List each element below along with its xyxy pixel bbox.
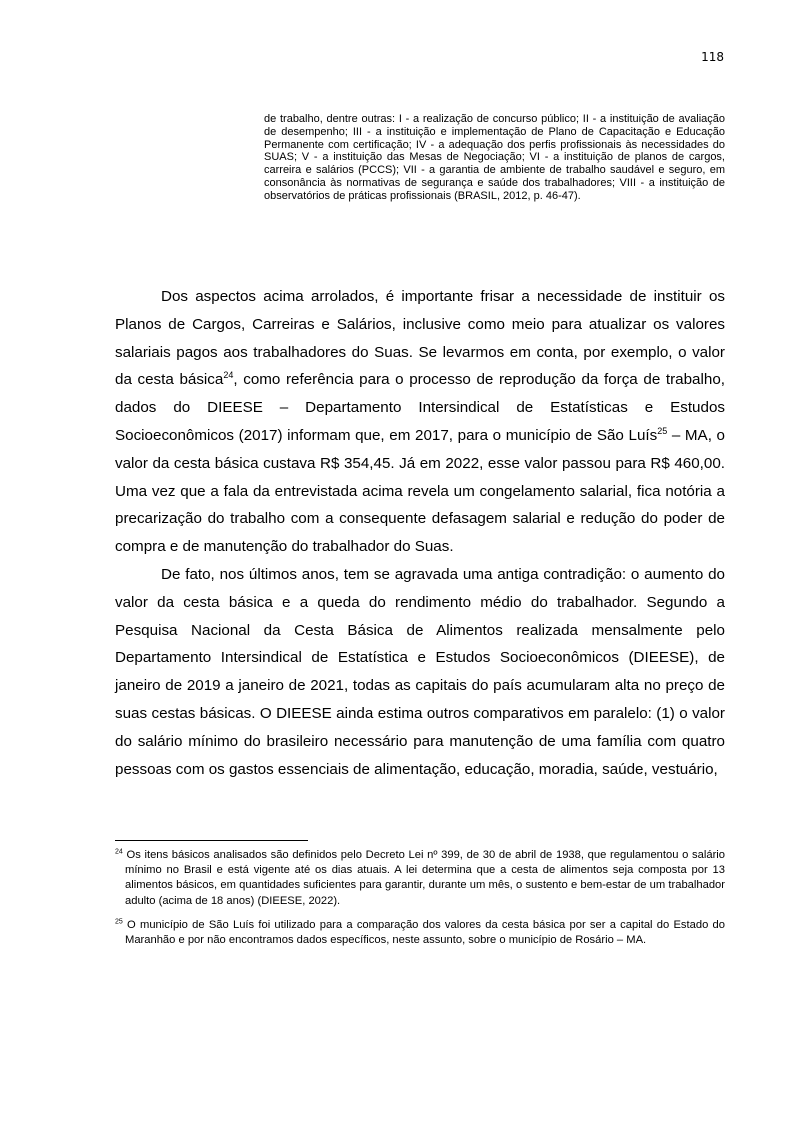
footnote-mark: 24	[115, 848, 123, 856]
body-text	[115, 283, 725, 783]
paragraph-1-part-1: Dos aspectos acima arrolados, é importante frisar a necessidade de instituir os Planos de Cargos, Carreiras e Salários, inclusive como meio para atualizar os valores salariais pagos aos trabalhadores do Suas. Se levarmos em conta, por exemplo, o valor da cesta básica	[115, 288, 725, 389]
paragraph-1	[115, 283, 725, 561]
footnote-divider	[115, 840, 308, 841]
footnote-25	[115, 918, 725, 948]
footnotes	[115, 848, 725, 957]
footnote-24	[115, 848, 725, 909]
paragraph-1-part-2: , como referência para o processo de reprodução da força de trabalho, dados do DIEESE – Departamento Intersindical de Estatísticas e Estudos Socioeconômicos (2017) informam que, em 2017, para o município de São Luís	[115, 371, 725, 444]
footnote-ref-25[interactable]: 25	[657, 425, 668, 436]
footnote-mark: 25	[115, 918, 123, 926]
paragraph-2: De fato, nos últimos anos, tem se agravada uma antiga contradição: o aumento do valor da cesta básica e a queda do rendimento médio do trabalhador. Segundo a Pesquisa Nacional da Cesta Básica de Alimentos realizada mensalmente pelo Departamento Intersindical de Estatística e Estudos Socioeconômicos (DIEESE), de janeiro de 2019 a janeiro de 2021, todas as capitais do país acumularam alta no preço de suas cestas básicas. O DIEESE ainda estima outros comparativos em paralelo: (1) o valor do salário mínimo do brasileiro necessário para manutenção de uma família com quatro pessoas com os gastos essenciais de alimentação, educação, moradia, saúde, vestuário,	[115, 565, 725, 778]
page-number: 118	[701, 50, 724, 64]
paragraph-1-part-3: – MA, o valor da cesta básica custava R$ 354,45. Já em 2022, esse valor passou para R$ 460,00. Uma vez que a fala da entrevistada acima revela um congelamento salarial, fica notória a precarização do trabalho com a consequente defasagem salarial e redução do poder de compra e de manutenção do trabalhador do Suas.	[115, 426, 725, 556]
footnote-text: O município de São Luís foi utilizado para a comparação dos valores da cesta básica por ser a capital do Estado do Maranhão e por não encontramos dados específicos, neste assunto, sobre o município de Rosário – MA.	[122, 918, 725, 947]
footnote-ref-24[interactable]: 24	[223, 370, 234, 381]
block-quote: de trabalho, dentre outras: I - a realização de concurso público; II - a instituição de avaliação de desempenho; III - a instituição e implementação de Plano de Capacitação e Educação Permanente com certificação; IV - a adequação dos perfis profissionais às necessidades do SUAS; V - a instituição das Mesas de Negociação; VI - a instituição de planos de cargos, carreira e salários (PCCS); VII - a garantia de ambiente de trabalho saudável e seguro, em consonância às normativas de segurança e saúde dos trabalhadores; VIII - a instituição de observatórios de práticas profissionais (BRASIL, 2012, p. 46-47).	[264, 113, 725, 202]
footnote-text: Os itens básicos analisados são definidos pelo Decreto Lei nº 399, de 30 de abril de 1938, que regulamentou o salário mínimo no Brasil e está vigente até os dias atuais. A lei determina que a cesta de alimentos seja composta por 13 alimentos básicos, em quantidades suficientes para garantir, durante um mês, o sustento e bem-estar de um trabalhador adulto (acima de 18 anos) (DIEESE, 2022).	[122, 849, 725, 907]
